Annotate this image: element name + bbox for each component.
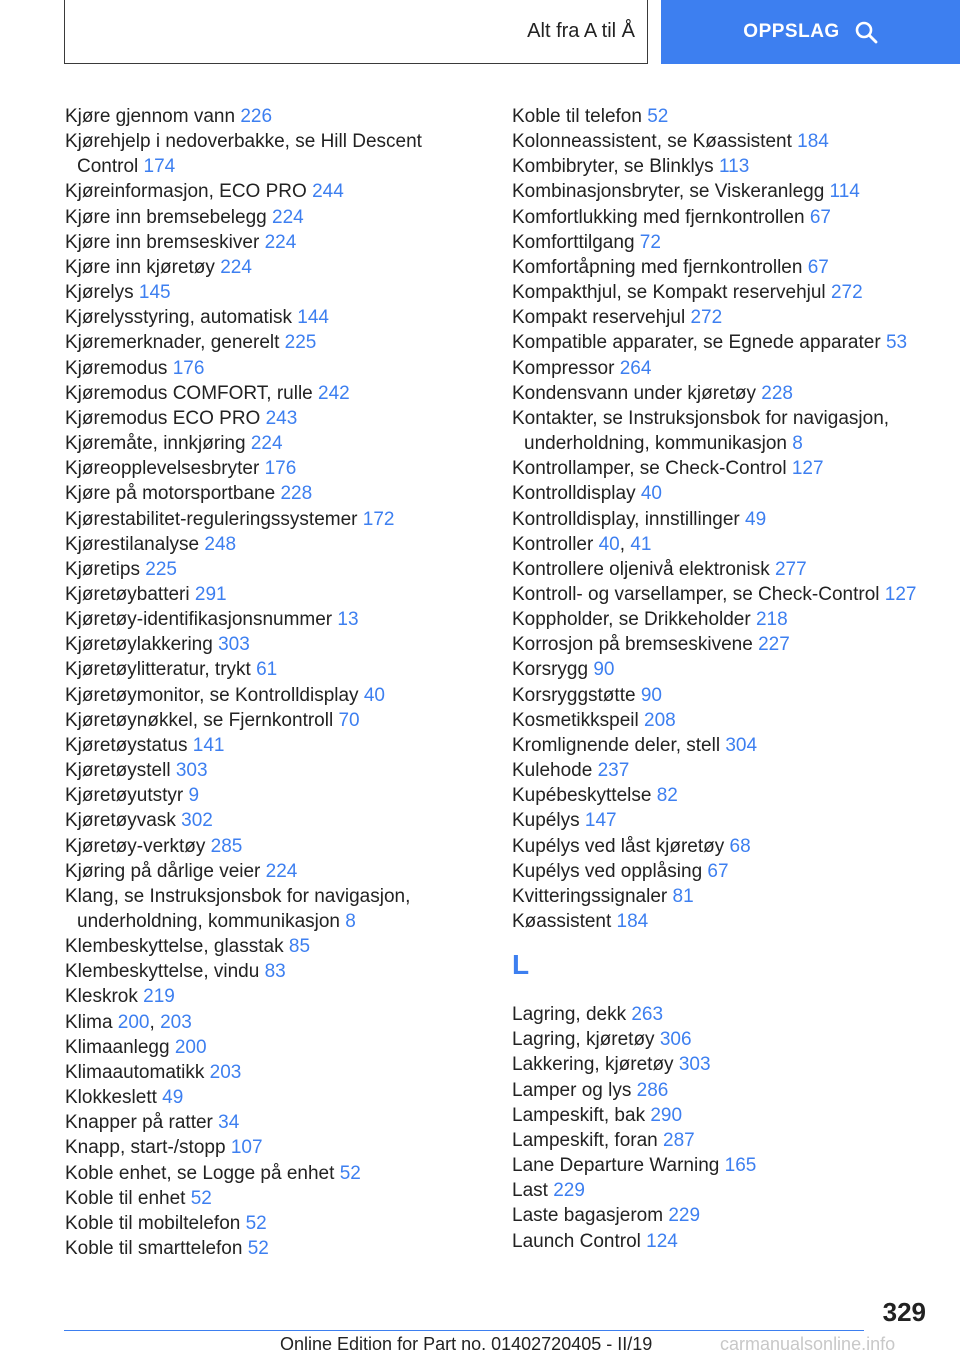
page-link[interactable]: 242 <box>318 382 350 404</box>
index-entry <box>512 280 932 305</box>
index-entry <box>512 255 932 280</box>
entry-text: Kondensvann under kjøretøy <box>512 382 762 404</box>
entry-text: Lamper og lys <box>512 1079 637 1101</box>
entry-text: Kjøreinformasjon, ECO PRO <box>65 181 313 203</box>
page-link[interactable]: 52 <box>245 1212 267 1234</box>
page-link[interactable]: 124 <box>646 1230 678 1252</box>
page-link[interactable]: 228 <box>761 382 793 404</box>
entry-text: Kontrollamper, se Check-Control <box>512 458 792 480</box>
entry-text: Kupébeskyttelse <box>512 785 657 807</box>
page-link[interactable]: 184 <box>616 911 649 932</box>
page-link[interactable]: 303 <box>175 760 208 782</box>
entry-text: Lakkering, kjøretøy <box>512 1054 679 1076</box>
page-link[interactable]: 49 <box>162 1087 184 1109</box>
page-link[interactable]: 85 <box>288 936 311 958</box>
page-link[interactable]: 8 <box>345 911 356 932</box>
index-entry <box>65 884 470 934</box>
index-entry <box>512 381 932 406</box>
index-entry <box>65 1085 470 1110</box>
index-entry <box>512 632 932 657</box>
page-link[interactable]: 72 <box>639 231 661 253</box>
page-link[interactable]: 141 <box>192 734 225 756</box>
index-entry <box>512 104 932 129</box>
index-column-left <box>65 104 470 1261</box>
entry-text: Knapp, start-/stopp <box>65 1137 231 1159</box>
index-entry <box>65 1060 470 1085</box>
index-entry <box>65 1161 470 1186</box>
entry-text: Lampeskift, bak <box>512 1104 651 1126</box>
index-entry <box>512 1153 932 1178</box>
search-icon[interactable] <box>854 20 878 44</box>
page-link[interactable]: 208 <box>644 709 676 731</box>
page-link[interactable]: 53 <box>885 332 908 354</box>
oppslag-tab[interactable] <box>661 0 960 64</box>
entry-text: Kvitteringssignaler <box>512 885 673 907</box>
index-entry <box>65 834 470 859</box>
index-entry <box>512 356 932 381</box>
index-entry <box>65 808 470 833</box>
page-link[interactable]: 165 <box>724 1155 757 1177</box>
entry-text: Kolonneassistent, se Køassistent <box>512 131 798 153</box>
index-entry <box>512 1178 932 1203</box>
index-entry <box>512 607 932 632</box>
index-entry <box>65 657 470 682</box>
page-link[interactable]: 41 <box>630 533 652 555</box>
index-entry <box>65 959 470 984</box>
entry-text: Kjøretøylitteratur, trykt <box>65 659 257 681</box>
entry-text: Kombinasjonsbryter, se Viskeranlegg <box>512 181 830 203</box>
page-link[interactable]: 67 <box>807 256 829 278</box>
page-link[interactable]: 224 <box>265 860 298 882</box>
page-link[interactable]: 145 <box>138 282 171 304</box>
page-link[interactable]: 218 <box>755 609 788 631</box>
entry-text: Kjøre inn kjøretøy <box>65 256 221 278</box>
entry-text: Kjøremerknader, generelt <box>65 332 285 354</box>
entry-text: Kjøremodus COMFORT, rulle <box>65 382 319 404</box>
entry-text: Koble enhet, se Logge på enhet <box>65 1162 340 1184</box>
entry-text: Klembeskyttelse, vindu <box>65 961 265 983</box>
entry-text: Kjøretøy-identifikasjonsnummer <box>65 609 338 631</box>
entry-text: Kleskrok <box>65 986 144 1008</box>
page-link[interactable]: 184 <box>797 131 829 153</box>
index-entry <box>512 1002 932 1027</box>
page-link[interactable]: 219 <box>143 986 175 1008</box>
watermark: carmanualsonline.info <box>720 1334 896 1354</box>
entry-text: Kjøretøyvask <box>65 810 182 832</box>
page-link[interactable]: 272 <box>690 307 723 329</box>
entry-text: Lagring, dekk <box>512 1004 632 1026</box>
page-link[interactable]: 40 <box>363 684 385 706</box>
entry-text: Korsrygg <box>512 659 594 681</box>
entry-text: Lane Departure Warning <box>512 1155 725 1177</box>
entry-text: Kompakt reservehjul <box>512 307 691 329</box>
entry-text: Kompakthjul, se Kompakt reservehjul <box>512 282 831 304</box>
page-link[interactable]: 81 <box>672 885 694 907</box>
entry-text: Koble til telefon <box>512 106 648 127</box>
index-entry <box>512 657 932 682</box>
entry-text: Kromlignende deler, stell <box>512 734 726 756</box>
index-entry <box>65 733 470 758</box>
index-entry: Kontroller 40, 41 <box>512 533 652 555</box>
entry-text: Kjøre inn bremsebelegg <box>65 206 272 228</box>
page-link[interactable]: 286 <box>636 1079 669 1101</box>
entry-text: Klimaautomatikk <box>65 1061 210 1083</box>
entry-text: Kjøretøy-verktøy <box>65 835 211 857</box>
entry-text: Klimaanlegg <box>65 1036 175 1058</box>
index-entry <box>65 1186 470 1211</box>
page-link[interactable]: 200 <box>117 1011 150 1033</box>
entry-text: Kontrolldisplay <box>512 483 641 505</box>
section-letter-l: L <box>512 949 530 981</box>
page-link[interactable]: 228 <box>280 483 313 505</box>
page-link[interactable]: 225 <box>284 332 317 354</box>
index-entry <box>65 708 470 733</box>
page-link[interactable]: 303 <box>678 1054 711 1076</box>
page-link[interactable]: 224 <box>264 231 297 253</box>
index-entry <box>512 1027 932 1052</box>
page-link[interactable]: 243 <box>265 407 298 429</box>
index-entry <box>65 255 470 280</box>
page-link[interactable]: 52 <box>339 1162 361 1184</box>
index-entry <box>512 1052 932 1077</box>
entry-text: Kjøring på dårlige veier <box>65 860 266 882</box>
page-link[interactable]: 306 <box>659 1029 692 1051</box>
index-entry <box>65 456 470 481</box>
entry-text: Kjøretøybatteri <box>65 583 195 605</box>
index-entry <box>512 808 932 833</box>
entry-text: Komfortåpning med fjernkontrollen <box>512 256 808 278</box>
entry-text: Laste bagasjerom <box>512 1205 669 1227</box>
section-title-tab <box>64 0 648 64</box>
index-entry <box>512 1103 932 1128</box>
index-entry <box>65 129 470 179</box>
page-link[interactable]: 67 <box>809 206 831 228</box>
index-entry <box>512 406 932 456</box>
index-entry <box>65 1035 470 1060</box>
page-link[interactable]: 61 <box>256 659 278 681</box>
index-entry <box>65 356 470 381</box>
index-entry <box>65 481 470 506</box>
index-entry: Klima 200, 203 <box>65 1011 192 1033</box>
index-entry <box>512 1078 932 1103</box>
page-link[interactable]: 291 <box>194 583 227 605</box>
index-entry <box>65 280 470 305</box>
entry-text: Kompatible apparater, se Egnede apparater <box>512 332 886 354</box>
page-link[interactable]: 224 <box>220 256 252 278</box>
page-link[interactable]: 107 <box>230 1137 263 1159</box>
entry-text: Kontakter, se Instruksjonsbok for navigasjon, underholdning, kommunikasjon <box>512 407 890 455</box>
page-link[interactable]: 277 <box>774 558 807 580</box>
index-entry <box>65 582 470 607</box>
page-link[interactable]: 70 <box>338 709 360 731</box>
page-link[interactable]: 113 <box>718 156 750 178</box>
entry-text: Kjøre inn bremseskiver <box>65 231 265 253</box>
page-number: 329 <box>882 1297 926 1327</box>
index-entry <box>512 1203 932 1228</box>
page-link[interactable]: 224 <box>250 433 283 455</box>
entry-text: Kjørestabilitet-reguleringssystemer <box>65 508 363 530</box>
page-link[interactable]: 49 <box>745 508 767 530</box>
entry-text: Kjøremodus <box>65 357 173 379</box>
entry-text: Komforttilgang <box>512 231 640 253</box>
entry-text: Kjøremåte, innkjøring <box>65 433 251 455</box>
page-link[interactable]: 147 <box>584 810 617 832</box>
edition-text: Online Edition for Part no. 01402720405 - II/19 <box>280 1334 653 1354</box>
entry-text: Klang, se Instruksjonsbok for navigasjon, underholdning, kommunikasjon <box>65 885 411 932</box>
page-link[interactable]: 229 <box>668 1205 701 1227</box>
page-link[interactable]: 203 <box>209 1061 242 1083</box>
page-link[interactable]: 176 <box>264 458 297 480</box>
index-entry <box>65 104 470 129</box>
entry-text: Last <box>512 1180 554 1202</box>
page-link[interactable]: 127 <box>791 458 824 480</box>
index-entry <box>65 230 470 255</box>
entry-text: Koble til enhet <box>65 1187 191 1209</box>
page-link[interactable]: 200 <box>174 1036 207 1058</box>
page-link[interactable]: 203 <box>160 1011 192 1033</box>
entry-text: Kulehode <box>512 760 598 782</box>
index-entry <box>512 783 932 808</box>
page-link[interactable]: 8 <box>792 433 803 455</box>
page-link[interactable]: 34 <box>218 1112 240 1134</box>
index-entry <box>512 1229 932 1254</box>
page-link[interactable]: 52 <box>190 1187 212 1209</box>
footer-divider <box>64 1330 864 1331</box>
entry-text: Kupélys <box>512 810 585 832</box>
index-entry <box>65 205 470 230</box>
index-entry <box>65 557 470 582</box>
page-link[interactable]: 224 <box>272 206 304 228</box>
entry-text: Kontrolldisplay, innstillinger <box>512 508 746 530</box>
entry-text: Lampeskift, foran <box>512 1129 664 1151</box>
index-entry <box>512 179 932 204</box>
index-entry <box>512 758 932 783</box>
page-link[interactable]: 263 <box>631 1004 664 1026</box>
entry-text: Kjøretøymonitor, se Kontrolldisplay <box>65 684 364 706</box>
page-link[interactable]: 90 <box>640 684 662 706</box>
entry-text: Kjøre på motorsportbane <box>65 483 281 505</box>
index-entry <box>512 909 932 934</box>
page-link[interactable]: 264 <box>619 357 652 379</box>
page-link[interactable]: 172 <box>362 508 395 530</box>
page-link[interactable]: 13 <box>337 609 359 631</box>
page-link[interactable]: 90 <box>593 659 615 681</box>
index-entry <box>65 406 470 431</box>
index-entry <box>512 1128 932 1153</box>
index-column-right <box>512 104 932 1254</box>
index-entry <box>512 834 932 859</box>
entry-text: Kjørelysstyring, automatisk <box>65 307 298 329</box>
entry-text: Kjøremodus ECO PRO <box>65 407 266 429</box>
page-link[interactable]: 40 <box>598 533 620 555</box>
entry-text: Kontroller <box>512 533 599 555</box>
page-link[interactable]: 174 <box>143 156 176 178</box>
index-entry <box>512 733 932 758</box>
entry-text: Lagring, kjøretøy <box>512 1029 660 1051</box>
index-entry <box>512 330 932 355</box>
index-entry <box>512 708 932 733</box>
entry-text: Korrosjon på bremseskivene <box>512 634 759 656</box>
page-link[interactable]: 83 <box>264 961 286 983</box>
page-link[interactable]: 40 <box>640 483 662 505</box>
index-entry <box>65 859 470 884</box>
index-entry <box>65 179 470 204</box>
index-entry <box>512 582 932 607</box>
index-entry <box>65 607 470 632</box>
page-link[interactable]: 287 <box>663 1129 695 1151</box>
index-entry <box>65 683 470 708</box>
page-link[interactable]: 229 <box>553 1180 585 1202</box>
page-link[interactable]: 144 <box>297 307 329 329</box>
index-entry <box>65 632 470 657</box>
index-group-l <box>512 1002 932 1254</box>
entry-text: Kjøretøynøkkel, se Fjernkontroll <box>65 709 339 731</box>
index-entry <box>65 1110 470 1135</box>
page-link[interactable]: 176 <box>172 357 205 379</box>
entry-text: Kosmetikkspeil <box>512 709 644 731</box>
entry-text: Kjøretips <box>65 558 146 580</box>
entry-text: Kompressor <box>512 357 620 379</box>
page-link[interactable]: 244 <box>312 181 344 203</box>
page-link[interactable]: 290 <box>650 1104 683 1126</box>
index-entry <box>512 481 932 506</box>
page-link[interactable]: 248 <box>204 533 237 555</box>
page-link[interactable]: 285 <box>210 835 243 857</box>
entry-text: Kjøre gjennom vann <box>65 106 241 127</box>
index-entry <box>512 884 932 909</box>
index-entry <box>65 758 470 783</box>
oppslag-label: OPPSLAG <box>743 21 840 42</box>
index-group-k <box>512 104 932 934</box>
entry-text: Koble til smarttelefon <box>65 1238 248 1260</box>
entry-text: Launch Control <box>512 1230 647 1252</box>
index-entry <box>65 507 470 532</box>
section-title: Alt fra A til Å <box>527 20 635 42</box>
entry-text: Komfortlukking med fjernkontrollen <box>512 206 810 228</box>
index-entry <box>65 431 470 456</box>
entry-text: Kombibryter, se Blinklys <box>512 156 719 178</box>
entry-text: Kontrollere oljenivå elektronisk <box>512 558 775 580</box>
entry-text: Korsryggstøtte <box>512 684 641 706</box>
entry-text: Knapper på ratter <box>65 1112 219 1134</box>
entry-text: Kjøretøylakkering <box>65 634 219 656</box>
page-link[interactable]: 227 <box>758 634 790 656</box>
page-link[interactable]: 67 <box>707 860 729 882</box>
entry-text: Klokkeslett <box>65 1087 163 1109</box>
page-link[interactable]: 9 <box>188 785 200 807</box>
index-entry <box>512 129 932 154</box>
entry-text: Klembeskyttelse, glasstak <box>65 936 289 958</box>
index-entry <box>512 859 932 884</box>
page-link[interactable]: 226 <box>240 106 273 127</box>
entry-text: Kupélys ved låst kjøretøy <box>512 835 730 857</box>
page-link[interactable]: 303 <box>218 634 250 656</box>
entry-text: Kupélys ved opplåsing <box>512 860 708 882</box>
entry-text: Klima <box>65 1011 118 1033</box>
page-link[interactable]: 225 <box>145 558 177 580</box>
entry-text: Kjørehjelp i nedoverbakke, se Hill Descent Control <box>65 131 422 178</box>
index-entry <box>65 532 470 557</box>
page-link[interactable]: 304 <box>725 734 758 756</box>
index-entry <box>65 984 470 1009</box>
page-link[interactable]: 82 <box>656 785 678 807</box>
index-entry <box>512 456 932 481</box>
entry-text: Koble til mobiltelefon <box>65 1212 246 1234</box>
index-entry <box>65 1236 470 1261</box>
index-entry <box>65 1135 470 1160</box>
page-link[interactable]: 127 <box>884 583 917 605</box>
index-entry <box>512 507 932 532</box>
entry-text: Koppholder, se Drikkeholder <box>512 609 756 631</box>
index-entry <box>512 154 932 179</box>
index-entry <box>512 205 932 230</box>
entry-text: Køassistent <box>512 911 617 932</box>
entry-text: Kjøretøystatus <box>65 734 193 756</box>
page-link[interactable]: 237 <box>597 760 630 782</box>
index-entry <box>65 783 470 808</box>
index-entry <box>65 934 470 959</box>
entry-text: Kjørestilanalyse <box>65 533 205 555</box>
page-link[interactable]: 272 <box>830 282 863 304</box>
page-link[interactable]: 52 <box>647 106 669 127</box>
entry-text: Kontroll- og varsellamper, se Check-Control <box>512 583 885 605</box>
entry-text: Kjøretøystell <box>65 760 176 782</box>
page-link[interactable]: 114 <box>829 181 860 203</box>
page-link[interactable]: 68 <box>729 835 751 857</box>
page-link[interactable]: 52 <box>247 1238 269 1260</box>
index-entry <box>65 330 470 355</box>
index-entry <box>512 230 932 255</box>
index-entry <box>512 305 932 330</box>
entry-text: Kjørelys <box>65 282 139 304</box>
index-entry <box>65 1211 470 1236</box>
index-entry <box>65 381 470 406</box>
index-entry <box>512 683 932 708</box>
entry-text: Kjøreopplevelsesbryter <box>65 458 265 480</box>
index-entry <box>65 305 470 330</box>
index-entry <box>512 557 932 582</box>
page-link[interactable]: 302 <box>181 810 213 832</box>
entry-text: Kjøretøyutstyr <box>65 785 189 807</box>
